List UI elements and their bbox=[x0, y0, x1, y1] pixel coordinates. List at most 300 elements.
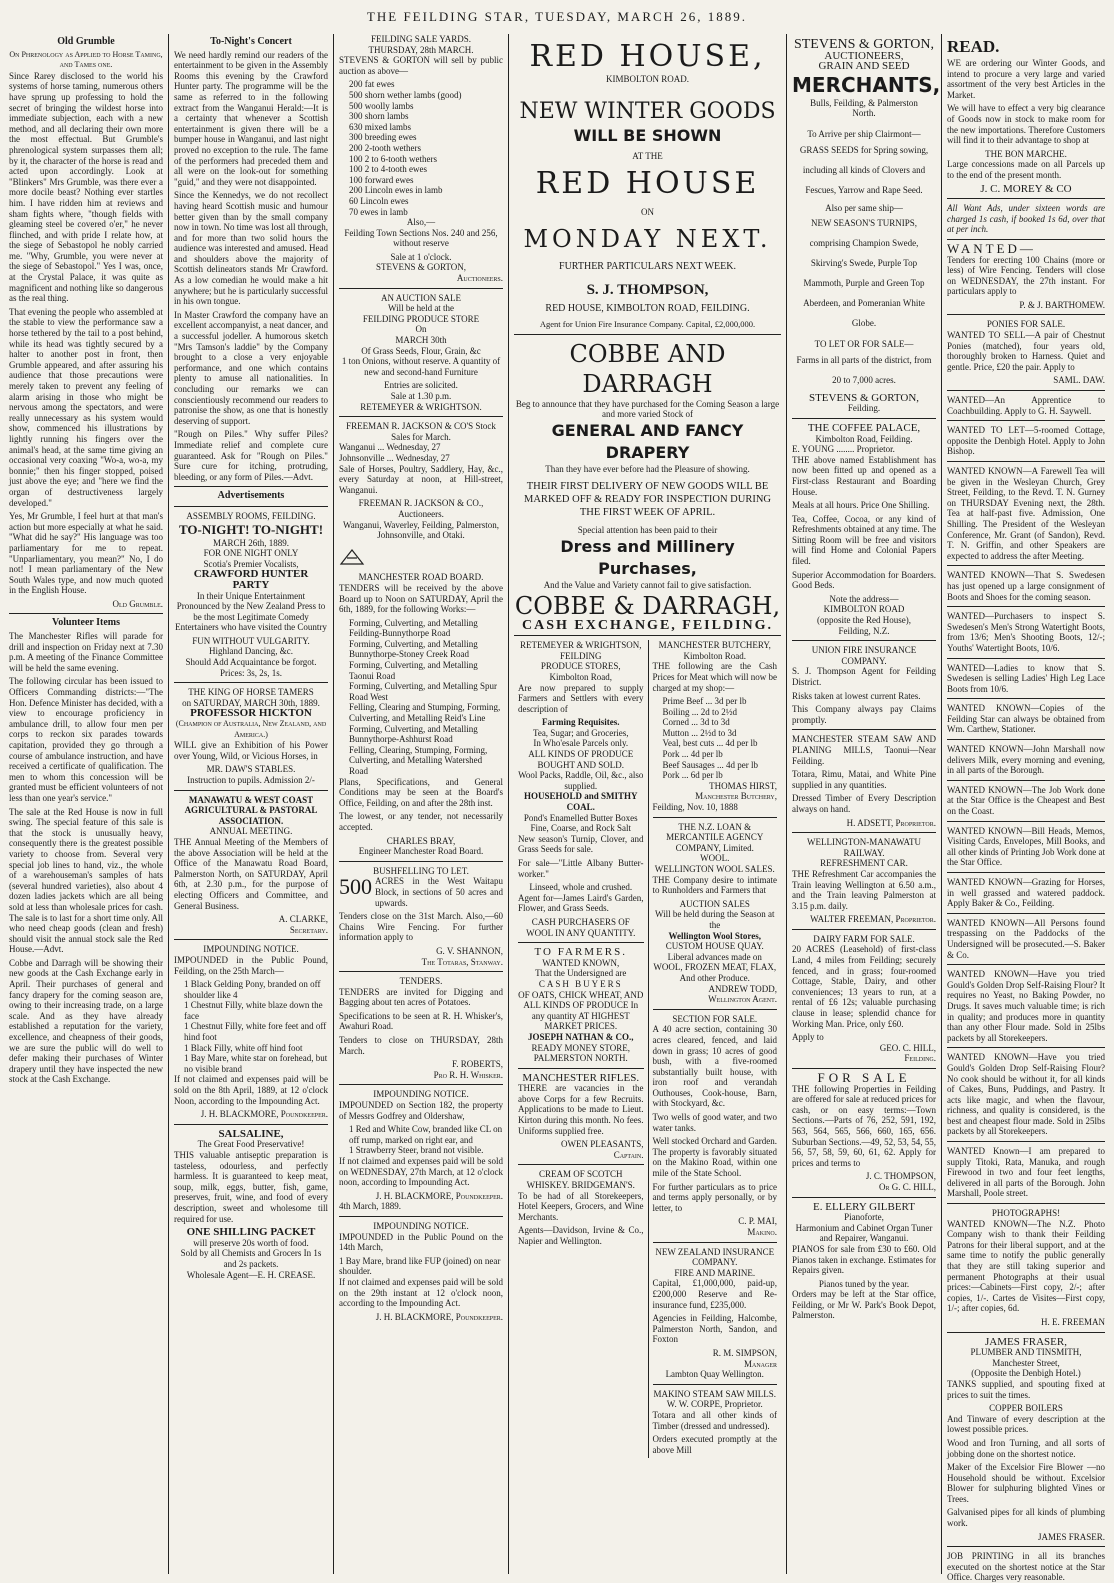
star-copies: WANTED KNOWN—Copies of the Feilding Star can always be obtained from Wm. Carthew, Stationer. bbox=[947, 703, 1105, 735]
at-the: AT THE bbox=[632, 150, 663, 161]
will-be-held: Will be held at the bbox=[387, 303, 455, 314]
feilding-nz: Feilding, N.Z. bbox=[838, 625, 890, 636]
further-particulars: For further particulars as to price and terms apply personally, or by letter, to bbox=[652, 1181, 777, 1213]
photographs-heading: PHOTOGRAPHS! bbox=[991, 1208, 1061, 1219]
todd: ANDREW TODD, bbox=[708, 983, 777, 994]
book: Should Add Acquaintance be forgot. Prices: 3s, 2s, 1s. bbox=[185, 657, 317, 678]
tanks: TANKS supplied, and spouting fixed at prices to suit the times. bbox=[947, 1378, 1105, 1400]
divider bbox=[339, 1216, 503, 1217]
preserve: will preserve 20s worth of food. bbox=[193, 1237, 309, 1248]
tea-sugar: Tea, Sugar; and Groceries, bbox=[532, 727, 629, 738]
wholesale: Wholesale Agent—E. H. CREASE. bbox=[186, 1269, 316, 1280]
salt: Fine, Coarse, and Rock Salt bbox=[530, 823, 631, 834]
steam-saw: MANCHESTER STEAM SAW AND PLANING MILLS, Taonui—Near Feilding. bbox=[792, 734, 936, 766]
unique: In their Unique Entertainment bbox=[196, 590, 306, 601]
auction-sales: AUCTION SALES bbox=[679, 898, 750, 909]
divider bbox=[339, 1084, 503, 1085]
divider bbox=[174, 790, 328, 791]
piles-notice: "Rough on Piles." Why suffer Piles? Immediate relief and complete cure guaranteed. Ask for "Rough on Piles." Sure cure for itching, protruding, bleeding, or any form of Piles.—Advt. bbox=[174, 429, 328, 482]
nz-insurance: NEW ZEALAND INSURANCE COMPANY. bbox=[655, 1246, 775, 1268]
divider bbox=[947, 198, 1105, 199]
advertisements-heading: Advertisements bbox=[217, 490, 285, 502]
wellington-wool-sales: WELLINGTON WOOL SALES. bbox=[654, 864, 775, 874]
divider bbox=[947, 1546, 1105, 1547]
makino: Makino. bbox=[747, 1227, 777, 1237]
stock-list bbox=[339, 79, 503, 217]
butter-worker: For sale—"Little Albany Butter-worker." bbox=[518, 858, 644, 879]
fire-blower: Maker of the Excelsior Fire Blower —no Household should be without. Excelsior Blower for sulphuring blighted Vines or Trees. bbox=[947, 1462, 1105, 1504]
salsaline: SALSALINE, bbox=[218, 1127, 284, 1140]
fraser-sig: JAMES FRASER. bbox=[1037, 1531, 1105, 1542]
list-item: Forming, Culverting, and Metalling Spur Road West bbox=[349, 681, 497, 702]
bon-marche: THE BON MARCHE. bbox=[985, 148, 1067, 159]
owen: OWEN PLEASANTS, bbox=[561, 1139, 644, 1150]
orders: Orders may be left at the Star office, Feilding, or Mr W. Park's Book Depot, Palmerston. bbox=[792, 1289, 936, 1321]
concert-paragraph: Since the Kennedys, we do not recollect having heard Scottish music and humour better given than by the small company now in town. No time was lost all through, and for more than two solid hours the audience was interested and amused. Head and shoulders above the majority of Scottish delineators stands Mr Crawford. As a low comedian he would make a hit anywhere; but he is particularly successful in his own tongue. bbox=[174, 190, 328, 307]
secretary: Secretary. bbox=[289, 924, 328, 935]
grain-seed: GRAIN AND SEED bbox=[818, 60, 910, 73]
pronounced: Pronounced by the New Zealand Press to be the most Legitimate Comedy Entertainers who have visited the Country bbox=[175, 601, 327, 633]
col4-right bbox=[648, 640, 782, 1458]
than: Than they have ever before had the Pleasure of showing. bbox=[545, 463, 750, 474]
great-food: The Great Food Preservative! bbox=[197, 1139, 305, 1150]
col4-halves bbox=[514, 640, 781, 1458]
farming: Farming Requisites. bbox=[542, 717, 620, 728]
list-item: Pork ... 6d per lb bbox=[662, 770, 723, 781]
list-item: 1 Red and White Cow, branded like CL on off rump, marked on right ear, and bbox=[349, 1124, 503, 1145]
list-item: Forming, Culverting, and Metalling Feilding-Bunnythorpe Road bbox=[349, 617, 478, 639]
impound3-heading: IMPOUNDING NOTICE. bbox=[373, 1220, 469, 1231]
wool-stores: Wellington Wool Stores, bbox=[668, 930, 761, 941]
kimbolton-road-3: KIMBOLTON ROAD bbox=[823, 604, 905, 615]
freeman-jackson: FREEMAN R. JACKSON & CO'S Stock Sales for March. bbox=[346, 421, 496, 442]
claims: This Company always pay Claims promptly. bbox=[792, 704, 936, 725]
photo-text: WANTED KNOWN—The N.Z. Photo Company wish to thank their Feilding Patrons for their liberal support, and at the same time to notify the public generally that they are still taking superior and permanent Photographs at their usual prices:—Cabinets—First copy, 2/-; after copies, 1/-. Cartes de Visites—First copy, 1/-; after copies, 6d. bbox=[947, 1218, 1105, 1314]
adsett: H. ADSETT, Proprietor. bbox=[846, 817, 936, 828]
stevens-gorton: STEVENS & GORTON, bbox=[375, 262, 467, 273]
for-sale: FOR SALE bbox=[817, 1070, 911, 1085]
ponies-heading: PONIES FOR SALE. bbox=[986, 319, 1066, 330]
grass: Of Grass Seeds, Flour, Grain, &c bbox=[361, 345, 481, 356]
assembly-rooms: ASSEMBLY ROOMS, FEILDING. bbox=[186, 510, 316, 521]
divider bbox=[792, 1068, 936, 1069]
auction-sale: AN AUCTION SALE bbox=[381, 292, 461, 303]
road-tenders: TENDERS will be received by the above Board up to Noon on SATURDAY, April the 6th, 1889, for the following Works:— bbox=[339, 582, 503, 615]
tuned: Pianos tuned by the year. bbox=[818, 1278, 910, 1289]
list-item: 300 breeding ewes bbox=[349, 132, 417, 143]
oats: OF OATS, CHICK WHEAT, AND ALL KINDS OF PRODUCE In any quantity AT HIGHEST MARKET PRICES. bbox=[518, 989, 644, 1032]
meals: Meals at all hours. Price One Shilling. bbox=[792, 500, 930, 511]
divider bbox=[947, 780, 1105, 781]
divider bbox=[947, 565, 1105, 566]
wanted-heading: WANTED— bbox=[947, 240, 1036, 256]
list-item: 1 Strawberry Steer, brand not visible. bbox=[349, 1145, 484, 1156]
towns: Wanganui, Waverley, Feilding, Palmerston, Johnsonville, and Otaki. bbox=[342, 519, 500, 541]
cream-whiskey: CREAM OF SCOTCH WHISKEY. BRIDGEMAN'S. bbox=[526, 1169, 635, 1191]
divider bbox=[947, 1203, 1105, 1204]
list-item: 1 Black Gelding Pony, branded on off shoulder like 4 bbox=[184, 979, 321, 1000]
thompson-agent: S. J. Thompson Agent for Feilding District. bbox=[792, 666, 936, 687]
concert-paragraph: We need hardly remind our readers of the entertainment to be given in the Assembly Rooms this evening by the Crawford Hunter party. The programme will be the same as referred to in the following extract from the Wanganui Herald:—It is a certainty that whenever a Scottish entertainment is given there will be a bumper house in Wanganui, and last night proved no exception to the rule. The fame of the performers had preceded them and all were on the look-out for something "guid," and they were not disappointed. bbox=[174, 49, 328, 187]
volunteer-paragraph: The Manchester Rifles will parade for drill and inspection on Friday next at 7.30 p.m. A meeting of the Finance Committee will be held the same evening. bbox=[9, 631, 163, 673]
article-paragraph: Since Rarey disclosed to the world his systems of horse taming, numerous others have sprung up professing to hold the secret of bringing the wildest horse into immediate subjection, each with a new method, and all declaring their own more the most effectual. But Grumble's phrenological system surpasses them all; by it, the character of the horse is read and acted upon accordingly. Look at "Blinkers" Mrs Grumble, was there ever a more docile beast? Nothing ever startles him. I have ridden him at reviews and sham fights where, "though fields with gleaming steel be covered o'er," he never flinched, and with pride I relate how, at the siege of Sebastopol he nobly carried me. "Why, Grumble, you were never at the siege of Sebastopol." Yes I was, once, at the Crystal Palace, it was quite as magnificent and nothing like so dangerous as the real thing. bbox=[9, 70, 163, 304]
feilding-sig: Feilding. bbox=[904, 1053, 936, 1064]
column-4 bbox=[509, 34, 787, 1574]
column-3 bbox=[334, 34, 509, 1574]
cash-buyers: CASH BUYERS bbox=[538, 978, 623, 989]
dress-millinery: Dress and Millinery Purchases, bbox=[560, 536, 735, 578]
list-item: Boiling ... 2d to 2½d bbox=[662, 706, 738, 717]
divider bbox=[174, 486, 328, 487]
want-ads-charges: All Want Ads, under sixteen words are charged 1s cash, if booked 1s 6d, over that at per inch. bbox=[947, 203, 1105, 235]
list-item: Prime Beef ... 3d per lb bbox=[662, 696, 747, 707]
orders-mill: Orders executed promptly at the above Mill bbox=[652, 1434, 777, 1455]
butter-boxes: Pond's Enamelled Butter Boxes bbox=[523, 812, 638, 823]
fun: FUN WITHOUT VULGARITY. bbox=[192, 635, 310, 646]
crawford-hunter: CRAWFORD HUNTER PARTY bbox=[193, 568, 309, 591]
hill: GEO. C. HILL, bbox=[879, 1042, 936, 1053]
also-ship: Also per same ship— bbox=[825, 202, 903, 213]
special: Special attention has been paid to their bbox=[577, 525, 718, 536]
divider bbox=[947, 1141, 1105, 1142]
pro-whisker: Pro R. H. Whisker. bbox=[433, 1069, 503, 1080]
company-intimate: THE Company desire to intimate to Runholders and Farmers that bbox=[652, 874, 777, 896]
concert-title: To-Night's Concert bbox=[210, 36, 292, 47]
shannon: G. V. SHANNON, bbox=[436, 945, 503, 956]
list-item: 100 2 to 6-tooth wethers bbox=[349, 153, 437, 164]
roberts: F. ROBERTS, bbox=[451, 1059, 503, 1070]
list-item: Felling, Clearing, Stumping, Forming, Culverting, and Metalling Watershed Road bbox=[349, 744, 488, 776]
red-house-title: RED HOUSE, bbox=[529, 39, 766, 74]
wells: Two wells of good water, and two water tanks. bbox=[652, 1112, 777, 1133]
horses-sale: Sale of Horses, Poultry, Saddlery, Hay, &c., every Saturday at noon, at Hill-street, Wanganui. bbox=[339, 463, 503, 495]
large-concessions: Large concessions made on all Parcels up to the end of the present month. bbox=[947, 159, 1105, 180]
properties: THE following Properties in Feilding are offered for sale at reduced prices for cash, or on easy terms:—Town Sections.—Parts of 76, 252, 591, 192, 563, 564, 565, 566, 660, 165, 656. Suburban Sections.—49, 52, 53, 54, 55, 56, 57, 58, 59, 60, 61, 62. Apply for prices and terms to bbox=[792, 1083, 936, 1168]
list-item: 1 Chestnut Filly, white fore feet and off hind foot bbox=[184, 1021, 327, 1043]
impound2-list bbox=[339, 1124, 503, 1156]
further: FURTHER PARTICULARS NEXT WEEK. bbox=[559, 260, 736, 272]
concert-paragraph: In Master Crawford the company have an excellent accompanyist, a neat dancer, and a successful jodeller. A humorous sketch "Mrs Tamson's laddie" by the Company brought to a close a very enjoyable performance, and one which contains plenty to amuse all nationalities. In concluding our remarks we can conscientiously recommend our readers to patronise the show, as one that is honestly deserving of support. bbox=[174, 309, 328, 426]
divider bbox=[947, 913, 1105, 914]
cottage: WANTED TO LET—5-roomed Cottage, opposite the Denbigh Hotel. Apply to John Bishop. bbox=[947, 425, 1105, 457]
makino-saw: MAKINO STEAM SAW MILLS. bbox=[653, 1388, 777, 1399]
engineer: Engineer Manchester Road Board. bbox=[358, 846, 484, 857]
simpson: R. M. SIMPSON, bbox=[712, 1347, 777, 1358]
works-list bbox=[339, 618, 503, 777]
march4: 4th March, 1889. bbox=[339, 1201, 401, 1212]
tinware: And Tinware of every description at the lowest possible prices. bbox=[947, 1413, 1105, 1435]
highland: Highland Dancing, &c. bbox=[209, 646, 293, 657]
laird: Agent for—James Laird's Garden, Flower, and Grass Seeds. bbox=[518, 892, 644, 914]
plumber: PLUMBER AND TINSMITH, bbox=[970, 1347, 1082, 1358]
young: E. YOUNG ........ Proprietor. bbox=[792, 444, 895, 455]
pianoforte: Pianoforte, bbox=[844, 1212, 884, 1223]
mai: C. P. MAI, bbox=[738, 1216, 777, 1227]
salsaline-text: THIS valuable antiseptic preparation is tasteless, odourless, and perfectly harmless. It is guaranteed to keep meat, soup, milk, eggs, butter, fish, game, preserves, fruit, wine, and food of every description, sweet and wholesome till required for use. bbox=[174, 1150, 328, 1224]
king-horse-tamers: THE KING OF HORSE TAMERS bbox=[188, 687, 314, 698]
divider bbox=[792, 729, 936, 730]
bushfelling: BUSHFELLING TO LET. bbox=[373, 865, 469, 876]
liberal: Liberal advances made on bbox=[667, 951, 762, 962]
swedesen-boots: WANTED KNOWN—That S. Swedesen has just opened up a large consignment of Boots and Shoes for the coming season. bbox=[947, 570, 1105, 602]
note-address: Note the address— bbox=[829, 593, 899, 604]
job-work: WANTED KNOWN—The Job Work done at the Star Office is the Cheapest and Best on the Coast. bbox=[947, 784, 1105, 817]
list-item: 1 Black Filly, white off hind foot bbox=[184, 1042, 303, 1053]
sale-yards: FEILDING SALE YARDS. bbox=[371, 34, 471, 44]
divider bbox=[947, 821, 1105, 822]
impound2-heading: IMPOUNDING NOTICE. bbox=[373, 1089, 469, 1100]
tenders-close: Tenders close on the 31st March. Also,—60 Chains Wire Fencing. For further information apply to bbox=[339, 911, 503, 943]
volunteer-paragraph: Cobbe and Darragh will be showing their new goods at the Cash Exchange early in April. Their purchases of general and fancy drapery for the coming season are, owing to their increasing trade, on a large scale. And as they have already established a reputation for the variety, excellence, and cheapness of their goods, we are sure the public will do well to defer making their purchases of Winter drapery until they have inspected the new stock at the Cash Exchange. bbox=[9, 957, 163, 1085]
galvanised-pipes: Galvanised pipes for all kinds of plumbing work. bbox=[947, 1507, 1105, 1529]
grass-seeds: GRASS SEEDS for Spring sowing, including all kinds of Clovers and Fescues, Yarrow and Rape Seed. bbox=[799, 144, 929, 195]
crest-icon bbox=[339, 548, 365, 566]
divider bbox=[653, 1384, 778, 1385]
monday-next: MONDAY NEXT. bbox=[523, 224, 772, 253]
ponies-text: WANTED TO SELL—A pair of Chestnut Ponies (matched), four years old, thoroughly broken to Harness. Quiet and gentle. Price, £20 the pair. Apply to bbox=[947, 330, 1105, 372]
north: North. bbox=[852, 108, 876, 119]
scotia: Scotia's Premier Vocalists, bbox=[203, 558, 299, 569]
close-thursday: Tenders to close on THURSDAY, 28th March. bbox=[339, 1035, 503, 1056]
wanganui: Wanganui ... Wednesday, 27 bbox=[339, 442, 441, 453]
bulls: Bulls, Feilding, & Palmerston bbox=[810, 97, 918, 108]
divider bbox=[947, 1332, 1105, 1333]
entries: Entries are solicited. bbox=[384, 380, 458, 391]
prepared: Are now prepared to supply Farmers and Settlers with every description of bbox=[518, 682, 644, 714]
pianos: PIANOS for sale from £30 to £60. Old Pianos taken in exchange. Estimates for Repairs given. bbox=[792, 1243, 936, 1276]
totaras: The Totaras, Stanway. bbox=[421, 956, 503, 967]
concert-date: MARCH 26th, 1889. bbox=[212, 537, 289, 548]
list-item: Felling, Clearing and Stumping, Forming, Culverting, and Metalling Reid's Line bbox=[349, 702, 501, 724]
or-hill: Or G. C. HILL, bbox=[879, 1181, 936, 1192]
red-house-2: RED HOUSE bbox=[535, 166, 760, 202]
divider bbox=[947, 420, 1105, 421]
article-paragraph: Yes, Mr Grumble, I feel hurt at that man's action but more especially at what he said. "What did he say?" His language was too parliamentary for me to repeat. "Unparliamentary, you mean?" No, I do not! I mean parliamentary of the New South Wales type, and now much quoted in the English House. bbox=[9, 511, 163, 596]
johnsonville: Johnsonville ... Wednesday, 27 bbox=[339, 452, 450, 463]
first-delivery: THEIR FIRST DELIVERY OF NEW GOODS WILL BE MARKED OFF & READY FOR INSPECTION DURING THE FIRST WEEK OF APRIL. bbox=[524, 481, 771, 519]
turning: Wood and Iron Turning, and all sorts of jobbing done on the shortest notice. bbox=[947, 1437, 1105, 1459]
morey: J. C. MOREY & CO bbox=[980, 182, 1072, 195]
gilbert: E. ELLERY GILBERT bbox=[813, 1200, 915, 1213]
list-item: 70 ewes in lamb bbox=[349, 206, 408, 217]
blackmore3: J. H. BLACKMORE, Poundkeeper. bbox=[375, 1311, 503, 1322]
column-6 bbox=[942, 34, 1110, 1583]
trespassing: WANTED KNOWN—All Persons found trespassing on the Paddocks of the Undersigned will be prosecuted.—S. Baker & Co. bbox=[947, 917, 1105, 960]
five-hundred: 500 bbox=[339, 874, 372, 900]
col4-left bbox=[514, 640, 648, 1458]
list-item: 1 Chestnut Filly, white blaze down the face bbox=[184, 1000, 323, 1021]
impound2-note: If not claimed and expenses paid will be sold on WEDNESDAY, 27th March, at 12 o'clock noon, according to Impounding Act. bbox=[339, 1156, 503, 1188]
agents: Agents—Davidson, Irvine & Co., Napier and Wellington. bbox=[518, 1225, 644, 1246]
coffee-palace: THE COFFEE PALACE, bbox=[807, 421, 921, 434]
auctioneers: Auctioneers. bbox=[456, 273, 503, 284]
red-house-address: RED HOUSE, KIMBOLTON ROAD, FEILDING. bbox=[545, 303, 750, 315]
tenders-heading: TENDERS. bbox=[399, 976, 443, 987]
household-coal: HOUSEHOLD and SMITHY COAL. bbox=[523, 791, 638, 813]
dairy-farm: DAIRY FARM FOR SALE. bbox=[813, 933, 915, 944]
nz-loan: THE N.Z. LOAN & MERCANTILE AGENCY COMPANY, Limited. bbox=[666, 821, 764, 853]
divider bbox=[9, 613, 163, 614]
impound2-text: IMPOUNDED on Section 182, the property of Messrs Godfrey and Oldershaw, bbox=[339, 1100, 503, 1121]
freeman-jackson-2: FREEMAN R. JACKSON & CO., Auctioneers. bbox=[358, 498, 484, 519]
acres-text: ACRES in the West Waitapu Block, in sections of 50 acres and upwards. bbox=[375, 876, 503, 908]
plans: Plans, Specifications, and General Conditions may be seen at the Board's Office, Feilding, on and after the 28th inst. bbox=[339, 776, 503, 808]
one-night: FOR ONE NIGHT ONLY bbox=[203, 548, 299, 559]
dressed-timber: Dressed Timber of Every Description always on hand. bbox=[792, 793, 936, 814]
lambton: Lambton Quay Wellington. bbox=[665, 1369, 764, 1380]
divider bbox=[653, 1242, 778, 1243]
apprentice: WANTED—An Apprentice to Coachbuilding. Apply to G. H. Saywell. bbox=[947, 395, 1105, 416]
captain: Captain. bbox=[613, 1149, 644, 1160]
establishment: THE above named Establishment has now been fitted up and opened as a First-class Restaurant and Boarding House. bbox=[792, 454, 936, 497]
annual-meeting: ANNUAL MEETING. bbox=[209, 826, 293, 837]
list-item: Mutton ... 2½d to 3d bbox=[662, 727, 737, 738]
blackmore: J. H. BLACKMORE, Poundkeeper. bbox=[200, 1109, 328, 1120]
list-item: 100 forward ewes bbox=[349, 174, 414, 185]
list-item: 630 mixed lambs bbox=[349, 121, 411, 132]
impounding-heading: IMPOUNDING NOTICE. bbox=[203, 944, 299, 955]
sale-time: Sale at 1 o'clock. bbox=[390, 251, 452, 262]
feilding-label: Feilding. bbox=[847, 403, 881, 414]
list-item: Beef Sausages ... 4d per lb bbox=[662, 759, 758, 770]
divider bbox=[792, 640, 936, 641]
will-be-shown: WILL BE SHOWN bbox=[573, 125, 722, 145]
impound-note: If not claimed and expenses paid will be sold on the 8th April, 1889, at 12 o'clock Noon, according to the Impounding Act. bbox=[174, 1074, 328, 1106]
read-heading: READ. bbox=[947, 37, 1000, 56]
manchester-butchery-sig: Manchester Butchery, bbox=[695, 791, 777, 802]
manchester-street: Manchester Street, bbox=[992, 1357, 1060, 1368]
obtain: To be had of all Storekeepers, Hotel Keepers, Grocers, and Wine Merchants. bbox=[518, 1190, 644, 1222]
divider bbox=[947, 314, 1105, 315]
wanted-known: WANTED KNOWN, bbox=[542, 957, 620, 968]
volunteer-paragraph: The following circular has been issued to Officers Commanding districts:—"The Hon. Defence Minister has decided, with a view to encourage proficiency in ambulance drill, to allow four men per corps to reckon six parades towards capitation, provided they go through a course of ambulance instruction, and have received a certificate of qualification. The men to whom this concession will be granted must be efficient volunteers of not less than one year's service." bbox=[9, 676, 163, 803]
produce-stores: PRODUCE STORES, bbox=[540, 661, 621, 672]
palmerston-north: PALMERSTON NORTH. bbox=[533, 1053, 628, 1064]
auctioneers-head: AUCTIONEERS, bbox=[824, 49, 904, 62]
bray: CHARLES BRAY, bbox=[386, 835, 456, 846]
tenders-digging: TENDERS are invited for Digging and Bagging about ten acres of Potatoes. bbox=[339, 986, 503, 1008]
golden-drop-flour: WANTED KNOWN—Have you tried Gould's Golden Drop Self-Raising Flour? It requires no Yeast, no Baking Powder, no Drugs. It saves much valuable time; is rich in quality; and produces more in quantity than any other Flour made. Sold in 25lbs packets by all Storekeepers. bbox=[947, 969, 1105, 1043]
bill-heads: WANTED KNOWN—Bill Heads, Memos, Visiting Cards, Envelopes, Mill Books, and all other kinds of Printing Job Work done at the Star Office. bbox=[947, 825, 1105, 868]
divider bbox=[653, 1009, 778, 1010]
manager: Manager bbox=[743, 1358, 777, 1369]
list-item: 500 shorn wether lambs (good) bbox=[349, 89, 462, 100]
refresh-text: THE Refreshment Car accompanies the Train leaving Wellington at 6.50 a.m., and the Train leaving Palmerston at 3.15 p.m. daily. bbox=[792, 868, 936, 911]
divider bbox=[653, 817, 778, 818]
farewell-tea: WANTED KNOWN—A Farewell Tea will be given in the Wesleyan Church, Grey Street, Feilding, to the Revd. T. N. Gurney on THURSDAY Evening next, the 28th. Tea at half-past five. Admission, One Shilling. The President of the Wesleyan Conference, Mr. Grant (of Sandon), Revd. T. N. Griffin, and other Speakers are expected to address the after Meeting. bbox=[947, 466, 1105, 561]
linseed: Linseed, whole and crushed. bbox=[529, 882, 633, 893]
grazing: WANTED KNOWN—Grazing for Horses, in well grassed and watered paddock. Apply Baker & Co., Feilding. bbox=[947, 877, 1105, 909]
cobbe-darragh: COBBE AND DARRAGH bbox=[569, 339, 726, 398]
opposite-denbigh: (Opposite the Denbigh Hotel.) bbox=[971, 1368, 1081, 1379]
champion: (Champion of Australia, New Zealand, and America.) bbox=[175, 719, 327, 739]
retemeyer: RETEMEYER & WRIGHTSON. bbox=[360, 401, 482, 412]
nathan: JOSEPH NATHAN & CO., bbox=[527, 1031, 634, 1042]
column-1 bbox=[4, 34, 169, 1574]
cash-prices: THE following are the Cash Prices for Meat which will now be charged at my shop:— bbox=[652, 661, 777, 693]
produce-bought: ALL KINDS OF PRODUCE BOUGHT AND SOLD. bbox=[528, 749, 634, 770]
kimbolton-road: KIMBOLTON ROAD. bbox=[605, 74, 689, 84]
cash-purchasers: CASH PURCHASERS OF WOOL IN ANY QUANTITY. bbox=[526, 916, 636, 938]
impound-text: IMPOUNDED in the Public Pound, Feilding, on the 25th March— bbox=[174, 954, 328, 976]
divider bbox=[947, 739, 1105, 740]
column-2 bbox=[169, 34, 334, 1574]
divider bbox=[339, 861, 503, 862]
wool: WOOL. bbox=[700, 853, 730, 864]
divider bbox=[947, 964, 1105, 965]
specs: Specifications to be seen at R. H. Whisker's, Awahuri Road. bbox=[339, 1010, 503, 1032]
divider bbox=[518, 942, 644, 943]
james-fraser: JAMES FRASER, bbox=[985, 1335, 1067, 1348]
divider bbox=[792, 418, 936, 419]
refreshment-car: REFRESHMENT CAR. bbox=[820, 858, 908, 869]
hickton: PROFESSOR HICKTON bbox=[190, 707, 312, 720]
divider bbox=[947, 461, 1105, 462]
cobbe-darragh-2: COBBE & DARRAGH, bbox=[514, 591, 781, 620]
impound3-note: If not claimed and expenses paid will be sold on the 29th instant at 12 o'clock noon, according to the Impounding Act. bbox=[339, 1276, 503, 1309]
columns bbox=[4, 34, 1110, 1583]
blackmore2: J. H. BLACKMORE, Poundkeeper. bbox=[375, 1190, 503, 1201]
section-for-sale: SECTION FOR SALE. bbox=[672, 1013, 758, 1024]
masthead: THE FEILDING STAR, TUESDAY, MARCH 26, 1889. bbox=[366, 9, 748, 24]
cash-exchange: CASH EXCHANGE, FEILDING. bbox=[521, 617, 774, 633]
opposite-red-house: (opposite the Red House), bbox=[817, 615, 911, 626]
drapery: GENERAL AND FANCY DRAPERY bbox=[551, 420, 744, 462]
list-item: Veal, best cuts ... 4d per lb bbox=[662, 738, 758, 749]
list-item: 200 2-tooth wethers bbox=[349, 142, 421, 153]
list-item: 300 shorn lambs bbox=[349, 111, 409, 122]
divider bbox=[174, 506, 328, 507]
walter-freeman: WALTER FREEMAN, Proprietor. bbox=[810, 914, 936, 925]
wool-frozen: WOOL, FROZEN MEAT, FLAX, bbox=[653, 962, 777, 973]
divider bbox=[518, 1068, 644, 1069]
divider bbox=[947, 872, 1105, 873]
stevens-gorton-head: STEVENS & GORTON, bbox=[793, 37, 935, 52]
shilling-packet: ONE SHILLING PACKET bbox=[186, 1226, 316, 1239]
column-5 bbox=[787, 34, 942, 1574]
march30: MARCH 30th bbox=[395, 335, 447, 346]
he-freeman: H. E. FREEMAN bbox=[1040, 1316, 1105, 1327]
purchasers: WANTED—Purchasers to inspect S. Swedesen's Men's Strong Watertight Boots, from 13/6; Men's Shooting Boots, 12/-; Youths' Watertight Boots, 10/6. bbox=[947, 611, 1105, 653]
article-paragraph: That evening the people who assembled at the stable to view the performance saw a horse tethered by the tail to a post behind, while its head was tightly secured by a halter to another post in front, then Grumble appeared, and after assuring his audience that those precautions were merely taken to prevent any feeling of alarm arising in those who might be nervous among the spectators, and were really unnecessary as his system would show, commenced his illustrations by lightly running his fingers over the animal's head, at the same time giving an occasional very coaxing "Wo-a, wo-a, my bonnie;" then his finger stopped, poised just above the eye; and "here we find the organ of destructiveness largely developed." bbox=[9, 306, 163, 508]
corpe: W. W. CORPE, Proprietor. bbox=[666, 1399, 763, 1410]
article-subtitle: On Phrenology as Applied to Horse Taming, and Tames one. bbox=[9, 49, 163, 70]
manawatu: MANAWATU & WEST COAST AGRICULTURAL & PASTORAL ASSOCIATION. bbox=[184, 794, 318, 826]
seeds: New season's Turnip, Clover, and Grass Seeds for sale. bbox=[518, 833, 644, 855]
wholesale-parcels: In Who'esale Parcels only. bbox=[533, 738, 629, 749]
also: Also,— bbox=[406, 217, 436, 228]
superior: Superior Accommodation for Boarders. Good Beds. bbox=[792, 569, 936, 591]
stevens-intro: STEVENS & GORTON will sell by public auction as above— bbox=[339, 55, 503, 76]
risks: Risks taken at lowest current Rates. bbox=[792, 690, 921, 701]
divider bbox=[174, 1124, 328, 1125]
divider bbox=[947, 239, 1105, 240]
thursday: THURSDAY, 28th MARCH. bbox=[368, 44, 474, 55]
list-item: 100 2 to 4-tooth ewes bbox=[349, 164, 427, 175]
list-item: Corned ... 3d to 3d bbox=[662, 717, 730, 728]
read-text: WE are ordering our Winter Goods, and intend to procure a very large and varied assortment of the very best Articles in the Market. bbox=[947, 58, 1105, 100]
farms: Farms in all parts of the district, from 20 to 7,000 acres. bbox=[796, 354, 932, 385]
firewood: WANTED Known—I am prepared to supply Titoki, Rata, Manuka, and rough Firewood in two and four feet lengths, delivered in all parts of the Borough. John Marshall, Poole street. bbox=[947, 1146, 1105, 1199]
tonight: TO-NIGHT! TO-NIGHT! bbox=[178, 521, 324, 537]
wire-fencing: Tenders for erecting 100 Chains (more or less) of Wire Fencing. Tenders will close on WEDNESDAY, the 27th instant. For particulars apply to bbox=[947, 254, 1105, 297]
golden-drop-flour-2: WANTED KNOWN—Have you tried Gould's Golden Drop Self-Raising Flour? No cook should be without it, for all kinds of Cakes, Buns, Puddings, and Pastry. It acts like magic, and when the flavour, richness, and quality is considered, is the best and cheapest flour made. Sold in 25lbs packets by all Storekeepers. bbox=[947, 1052, 1105, 1137]
to-farmers: TO FARMERS. bbox=[534, 946, 627, 959]
divider bbox=[947, 658, 1105, 659]
held-season: Will be held during the Season at the bbox=[654, 909, 775, 930]
list-item: Forming, Culverting, and Metalling Taonui Road bbox=[349, 660, 478, 681]
wool-packs: Wool Packs, Raddle, Oil, &c., also supplied. bbox=[518, 770, 644, 791]
